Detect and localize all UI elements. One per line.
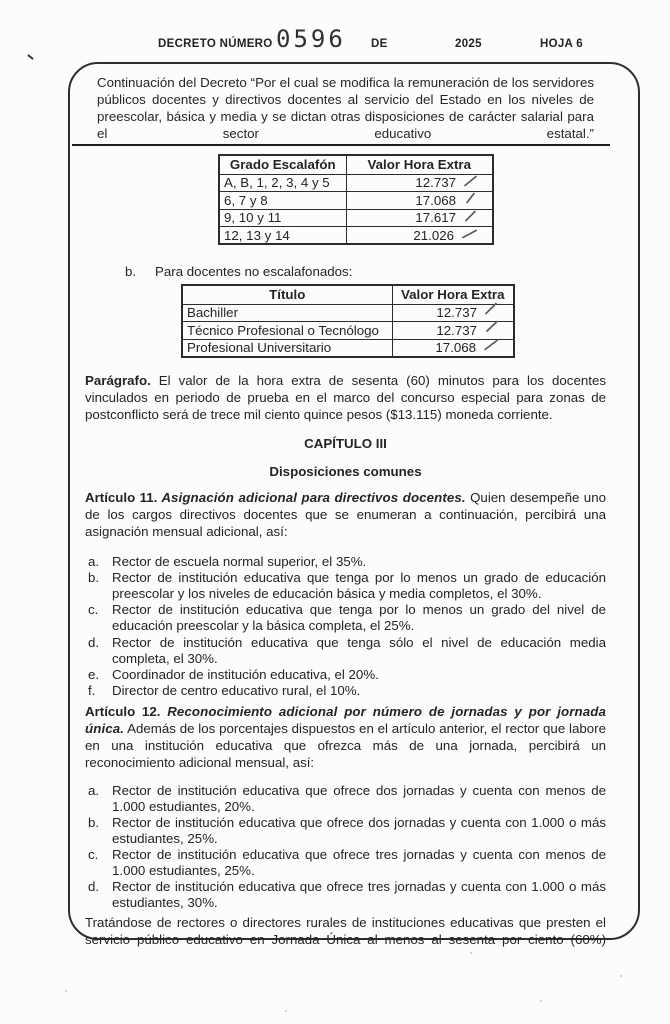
valor-amount: 12.737 <box>436 305 477 321</box>
valor-cell <box>346 192 493 210</box>
grado-cell: A, B, 1, 2, 3, 4 y 5 <box>219 174 346 192</box>
valor-cell <box>346 209 493 227</box>
paragrafo-lead: Parágrafo. <box>85 372 151 388</box>
item-text: Coordinador de institución educativa, el 20%. <box>112 666 379 682</box>
valor-amount: 12.737 <box>436 322 477 338</box>
valor-amount: 17.068 <box>435 340 476 355</box>
valor-amount: 17.068 <box>415 192 456 208</box>
table2-header-valor: Valor Hora Extra <box>392 285 514 304</box>
closing-paragraph: Tratándose de rectores o directores rurales de instituciones educativas que presten el servicio público educativo en Jornada Única al menos al sesenta por ciento (60%) <box>85 915 606 948</box>
scan-speck <box>285 1010 287 1012</box>
list-item <box>88 667 606 683</box>
articulo-12-lead: Artículo 12. <box>85 704 161 720</box>
item-text: Rector de institución educativa que ofrece tres jornadas y cuenta con 1.000 o más estudiantes, 30%. <box>112 879 606 911</box>
valor-cell <box>392 322 514 340</box>
scan-speck <box>540 1000 542 1002</box>
item-text: Para docentes no escalafonados: <box>155 264 353 279</box>
table-row <box>219 174 493 192</box>
capitulo-title: CAPÍTULO III <box>304 435 387 451</box>
item-label: d. <box>88 634 100 650</box>
item-label: c. <box>88 602 99 618</box>
paragrafo-text: El valor de la hora extra de sesenta (60) minutos para los docentes vinculados en periodo de prueba en el marco del concurso especial para zonas de postconflicto será de trece mil ciento quince pesos ($13.115) moneda corriente. <box>85 372 606 422</box>
tick-mark-icon <box>463 210 478 222</box>
grado-cell: 6, 7 y 8 <box>219 192 346 210</box>
table-row <box>219 209 493 227</box>
list-item <box>88 847 606 879</box>
item-label: c. <box>88 847 99 863</box>
item-text: Rector de escuela normal superior, el 35%. <box>112 553 367 569</box>
valor-amount: 12.737 <box>415 175 456 191</box>
table-row <box>182 322 514 340</box>
titulo-table <box>181 284 515 358</box>
grado-escalafon-table <box>218 154 494 245</box>
item-label: a. <box>88 783 100 799</box>
valor-cell <box>346 227 493 245</box>
item-text: Rector de institución educativa que tenga por lo menos un grado del nivel de educación preescolar y la básica completa, el 25%. <box>112 602 606 634</box>
item-text: Rector de institución educativa que ofrece dos jornadas y cuenta con menos de 1.000 estudiantes, 20%. <box>112 783 606 815</box>
item-label: f. <box>88 683 96 699</box>
list-item <box>88 554 606 570</box>
item-text: Director de centro educativo rural, el 10%. <box>112 683 361 699</box>
de-label: DE <box>371 38 388 50</box>
table1-header-valor: Valor Hora Extra <box>346 155 493 174</box>
continuation-paragraph: Continuación del Decreto “Por el cual se modifica la remuneración de los servidores públicos docentes y directivos docentes al servicio del Estado en los niveles de preescolar, básica y media y se dictan otras disposiciones de carácter salarial para el sector educativo estatal.” <box>97 75 594 141</box>
list-item <box>88 635 606 667</box>
list-item <box>88 879 606 911</box>
list-item-b <box>125 263 606 280</box>
titulo-cell: Bachiller <box>182 304 392 322</box>
tick-mark-icon <box>483 339 499 351</box>
articulo-12-title: Reconocimiento adicional por número de jornadas y por jornada única. <box>85 704 606 737</box>
scan-speck <box>470 952 472 954</box>
scan-speck <box>620 975 622 977</box>
list-item <box>88 783 606 815</box>
capitulo-subtitle: Disposiciones comunes <box>269 463 422 479</box>
table-row <box>182 304 514 322</box>
table-row <box>219 192 493 210</box>
valor-amount: 17.617 <box>415 210 456 226</box>
list-item <box>88 683 606 699</box>
table-header-row <box>182 285 514 304</box>
valor-cell <box>392 339 514 357</box>
table-row <box>182 339 514 357</box>
tick-mark-icon <box>463 175 478 187</box>
valor-cell <box>346 174 493 192</box>
tick-mark-icon <box>461 228 478 239</box>
item-text: Rector de institución educativa que ofrece dos jornadas y cuenta con 1.000 o más estudiantes, 25%. <box>112 815 606 847</box>
year-label: 2025 <box>455 38 482 50</box>
item-label: b. <box>125 264 137 279</box>
tick-mark-icon <box>484 320 499 333</box>
valor-amount: 21.026 <box>413 227 454 243</box>
articulo-12-paragraph <box>85 703 606 771</box>
divider-rule <box>72 144 610 146</box>
item-label: a. <box>88 553 100 569</box>
list-item <box>88 570 606 602</box>
titulo-cell: Profesional Universitario <box>182 339 392 357</box>
grado-cell: 9, 10 y 11 <box>219 209 346 227</box>
decreto-number-stamp: 0596 <box>276 25 346 53</box>
item-label: d. <box>88 879 100 895</box>
tick-mark-icon <box>463 192 478 204</box>
articulo-12-list <box>88 783 606 911</box>
item-label: b. <box>88 815 100 831</box>
item-label: e. <box>88 666 100 682</box>
pen-mark <box>27 54 34 60</box>
item-text: Rector de institución educativa que ofrece tres jornadas y cuenta con menos de 1.000 estudiantes, 25%. <box>112 847 606 879</box>
table-row <box>219 227 493 245</box>
table-header-row <box>219 155 493 174</box>
grado-cell: 12, 13 y 14 <box>219 227 346 245</box>
item-label: b. <box>88 569 100 585</box>
table1-header-grado: Grado Escalafón <box>219 155 346 174</box>
item-text: Rector de institución educativa que tenga sólo el nivel de educación media completa, el 30%. <box>112 634 606 666</box>
decreto-number-label: DECRETO NÚMERO <box>158 38 273 50</box>
tick-mark-icon <box>484 302 499 315</box>
articulo-11-title: Asignación adicional para directivos docentes. <box>157 489 466 505</box>
articulo-11-text: Quien desempeñe uno de los cargos directivos docentes que se enumeran a continuación, percibirá una asignación mensual adicional, así: <box>85 489 606 539</box>
item-text: Rector de institución educativa que tenga por lo menos un grado de educación preescolar y los niveles de educación básica y media completos, el 30%. <box>112 569 606 601</box>
table2-header-titulo: Título <box>182 285 392 304</box>
list-item <box>88 602 606 634</box>
list-item <box>88 815 606 847</box>
articulo-11-lead: Artículo 11. <box>85 489 158 505</box>
paragrafo-paragraph <box>85 372 606 423</box>
articulo-12-text: Además de los porcentajes dispuestos en el artículo anterior, el rector que labore en una institución educativa que ofrezca más de una jornada, percibirá un reconocimiento adicional mensual, así: <box>85 721 606 771</box>
titulo-cell: Técnico Profesional o Tecnólogo <box>182 322 392 340</box>
articulo-11-paragraph <box>85 489 606 540</box>
decree-frame <box>68 62 640 948</box>
hoja-label: HOJA 6 <box>540 38 583 50</box>
scan-speck <box>65 990 67 992</box>
articulo-11-list <box>88 554 606 700</box>
